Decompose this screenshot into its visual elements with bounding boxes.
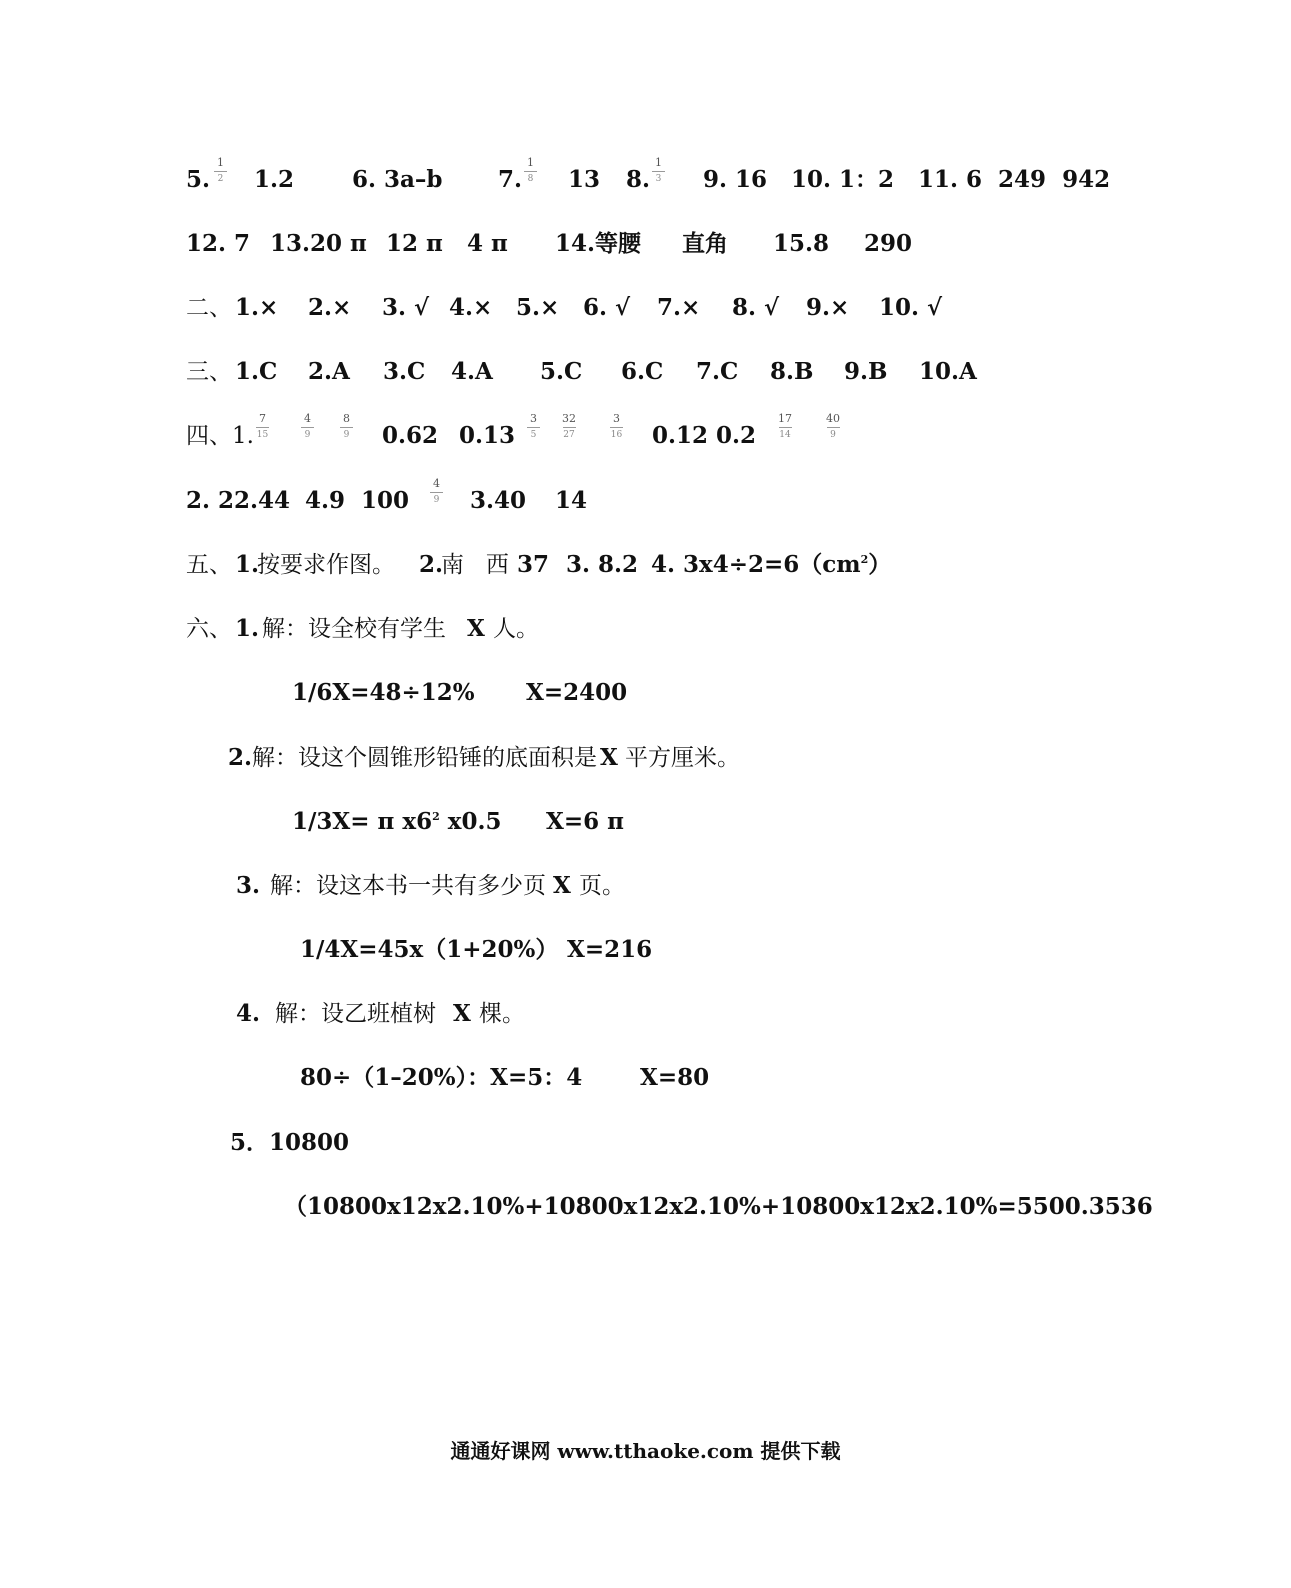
calc-fraction: 7 15: [256, 412, 269, 440]
choice-answer: 4.A: [451, 358, 493, 385]
q5-label: 5.: [186, 166, 211, 193]
calc-fraction: 17 14: [778, 412, 792, 440]
choice-answer: 8.B: [770, 358, 814, 385]
q13-answer-c: 4 π: [467, 230, 508, 257]
s5-item-1-text: 按要求作图。: [257, 552, 395, 578]
section-2-judgement-row: [186, 291, 966, 325]
q12-answer: 12. 7: [186, 230, 251, 257]
section-6-q1: [186, 612, 606, 646]
judgement-answer: 7.×: [657, 294, 701, 321]
judgement-answer: 10. √: [879, 294, 943, 321]
equation-result: X=6 π: [546, 808, 624, 835]
q14-answer-b: 直角: [682, 230, 728, 257]
s6-q3-num: 3.: [236, 872, 261, 899]
s6-q4-num: 4.: [236, 1000, 261, 1027]
s6-q5-answer: 5．10800: [230, 1129, 350, 1156]
calc-fraction: 40 9: [826, 412, 840, 440]
section-3-choice-row: [186, 355, 1006, 389]
s6-q1-equation: [292, 676, 652, 710]
equation-text: 1/3X= π $x6^2$ x0.5: [292, 808, 502, 835]
q8-label: 8.: [626, 166, 651, 193]
section-3-heading: 三、: [186, 359, 232, 385]
section-5-heading: 五、: [186, 552, 232, 578]
q11-answer: 11. 6 249 942: [918, 166, 1111, 193]
s6-q2-x: X: [600, 744, 618, 771]
judgement-answer: 6. √: [583, 294, 631, 321]
s6-q1-x: X: [467, 615, 485, 642]
s6-q1-text: 解：设全校有学生: [262, 616, 446, 642]
q5-value: 1.2: [254, 166, 295, 193]
s6-q2-equation: [292, 805, 632, 839]
s6-q4-equation: [300, 1061, 720, 1095]
answer-row-fill-blank-1: [186, 156, 1111, 197]
judgement-answer: 9.×: [806, 294, 850, 321]
s5-item-2-text: 南 西: [441, 552, 509, 578]
section-4-calc-row-1: [186, 412, 886, 453]
section-6-q2: [228, 741, 748, 775]
section-6-q5: [230, 1126, 430, 1160]
equation-result: X=80: [640, 1064, 710, 1091]
s5-item-3: 3. 8.2: [566, 551, 639, 578]
calc2-value: 100: [361, 487, 410, 514]
footer-source-note: 通通好课网 www.tthaoke.com 提供下载: [450, 1439, 841, 1463]
s5-item-4: 4. $3x4\div 2=6(cm^2)$: [651, 551, 892, 578]
choice-answer: 7.C: [696, 358, 739, 385]
choice-answer: 3.C: [383, 358, 426, 385]
section-6-q4: [236, 997, 536, 1031]
section-6-q3: [236, 869, 636, 903]
s6-q3-equation: [300, 933, 660, 967]
calc-fraction: 32 27: [562, 412, 576, 440]
equation-result: X=216: [567, 936, 653, 963]
equation-result: X=2400: [526, 679, 628, 706]
equation-text: 80÷（1–20%）：X=5：4: [300, 1064, 583, 1091]
q7-value: 13: [568, 166, 601, 193]
judgement-answer: 4.×: [449, 294, 493, 321]
q13-answer-a: 13.20 π: [270, 230, 367, 257]
q8-fraction: 1 3: [652, 157, 665, 185]
q14-answer-a: 14.等腰: [555, 230, 642, 257]
s6-q3-text: 解：设这本书一共有多少页: [270, 873, 546, 899]
calc-fraction: 8 9: [340, 413, 353, 441]
choice-answer: 1.C: [235, 358, 278, 385]
q7-fraction: 1 8: [524, 157, 537, 185]
calc2-value: 4.9: [305, 487, 346, 514]
q7-label: 7.: [498, 166, 523, 193]
q13-answer-b: 12 π: [386, 230, 443, 257]
section-2-heading: 二、: [186, 295, 232, 321]
s5-item-2-value: 37: [517, 551, 550, 578]
calc2-fraction: 4 9: [430, 478, 443, 506]
section-6-heading: 六、: [186, 616, 232, 642]
calc-fraction: 4 9: [301, 413, 314, 441]
answer-row-fill-blank-2: [186, 227, 946, 261]
section-4-calc-row-2: [186, 477, 606, 518]
equation-text: 1/6X=48÷12%: [292, 679, 475, 706]
q6-answer: 6. 3a–b: [352, 166, 443, 193]
judgement-answer: 3. √: [382, 294, 430, 321]
choice-answer: 10.A: [919, 358, 977, 385]
q15-answer-a: 15.8: [773, 230, 830, 257]
s6-q3-tail: 页。: [579, 873, 625, 899]
calc-value: 0.62: [382, 422, 439, 449]
calc-fraction: 3 16: [610, 412, 623, 440]
section-4-heading: 四、1.: [186, 423, 254, 449]
calc2-value: 3.40: [470, 487, 527, 514]
calc2-value: 14: [555, 487, 588, 514]
equation-text: （10800x12x2.10%+10800x12x2.10%+10800x12x2.10%=5500.3536: [284, 1193, 1153, 1220]
s6-q3-x: X: [553, 872, 571, 899]
q10-answer: 10. 1：2: [791, 166, 895, 193]
s6-q4-text: 解：设乙班植树: [275, 1001, 436, 1027]
calc-value: 0.2: [716, 422, 757, 449]
calc-fraction: 3 5: [527, 413, 540, 441]
s6-q1-tail: 人。: [493, 616, 539, 642]
q15-answer-b: 290: [864, 230, 913, 257]
q9-answer: 9. 16: [703, 166, 768, 193]
s6-q4-x: X: [453, 1000, 471, 1027]
calc-value: 0.12: [652, 422, 709, 449]
judgement-answer: 2.×: [308, 294, 352, 321]
s6-q4-tail: 棵。: [479, 1001, 525, 1027]
s6-q5-equation: [284, 1190, 1153, 1224]
choice-answer: 9.B: [844, 358, 888, 385]
judgement-answer: 5.×: [516, 294, 560, 321]
calc-value: 0.13: [459, 422, 516, 449]
s5-item-1-num: 1.: [235, 551, 260, 578]
choice-answer: 2.A: [308, 358, 350, 385]
judgement-answer: 8. √: [732, 294, 780, 321]
s6-q2-text: 解：设这个圆锥形铅锤的底面积是: [252, 745, 597, 771]
s6-q1-num: 1.: [235, 615, 260, 642]
section-5-row: [186, 548, 906, 582]
s6-q2-num: 2.: [228, 744, 253, 771]
s6-q2-tail: 平方厘米。: [625, 745, 740, 771]
s5-item-2-num: 2.: [419, 551, 444, 578]
choice-answer: 5.C: [540, 358, 583, 385]
q5-fraction: 1 2: [214, 157, 227, 185]
judgement-answer: 1.×: [235, 294, 279, 321]
calc2-value: 2. 22.44: [186, 487, 291, 514]
equation-text: 1/4X=45x（1+20%）: [300, 936, 559, 963]
choice-answer: 6.C: [621, 358, 664, 385]
